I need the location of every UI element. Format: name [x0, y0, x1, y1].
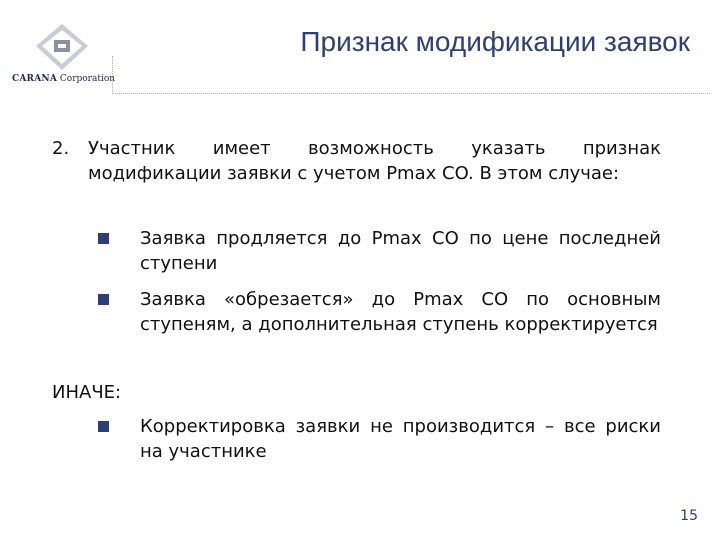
bullet-item: Заявка продляется до Pmax CO по цене последней ступени [140, 228, 661, 274]
slide-title: Признак модификации заявок [300, 26, 690, 57]
bullet-item: Заявка «обрезается» до Pmax CO по основным ступеням, а дополнительная ступень корректируется [140, 289, 661, 335]
page-number: 15 [680, 508, 698, 524]
item-number: 2. [52, 138, 70, 159]
otherwise-label: ИНАЧЕ: [52, 382, 122, 403]
bullet-square-icon [98, 421, 109, 432]
bullet-square-icon [98, 294, 109, 305]
logo-brand: CARANA [12, 74, 58, 84]
logo-suffix: Corporation [57, 74, 116, 84]
bullet-square-icon [98, 233, 109, 244]
intro-paragraph: Участник имеет возможность указать признак модификации заявки с учетом Pmax CO. В этом случае: [88, 138, 661, 184]
bullet-item: Корректировка заявки не производится – все риски на участнике [140, 416, 661, 462]
